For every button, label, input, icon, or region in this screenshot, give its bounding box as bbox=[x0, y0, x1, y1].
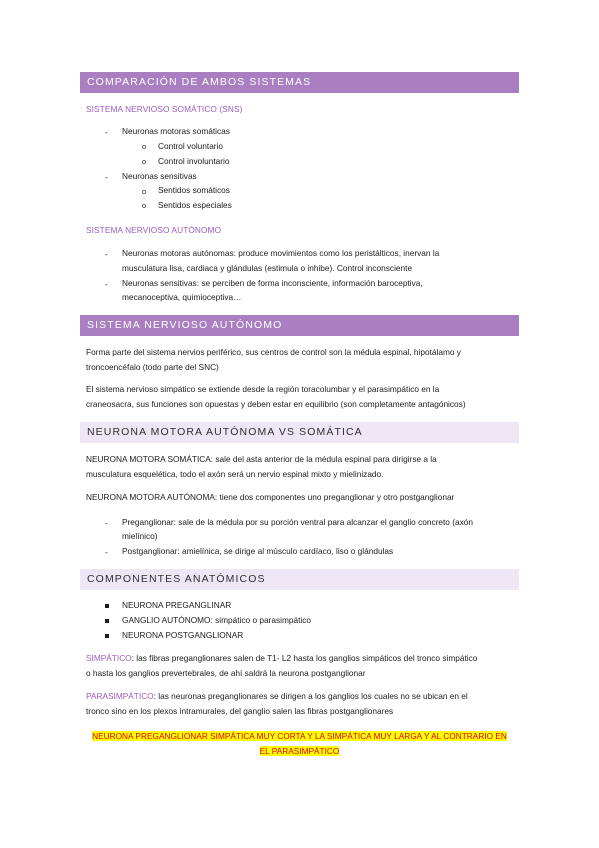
section-title-componentes: COMPONENTES ANATÓMICOS bbox=[80, 569, 519, 590]
dash-bullet: - bbox=[105, 249, 108, 259]
section-title-sna: SISTEMA NERVIOSO AUTÓNOMO bbox=[80, 315, 519, 336]
list-item: NEURONA PREGANGLINAR bbox=[122, 600, 232, 610]
list-item-line: Neuronas motoras autónomas: produce movimientos como los peristálticos, inervan la bbox=[122, 248, 440, 258]
list-item-line: Postganglionar: amielínica, se dirige al músculo cardíaco, liso o glándulas bbox=[122, 546, 394, 556]
paragraph-line: : las fibras preganglionares salen de T1- L2 hasta los ganglios simpáticos del tronco simpático bbox=[131, 653, 478, 663]
paragraph-line: troncoencéfalo (todo parte del SNC) bbox=[86, 362, 219, 372]
list-item: GANGLIO AUTÓNOMO: simpático o parasimpático bbox=[122, 615, 312, 625]
list-subitem: Sentidos especiales bbox=[158, 200, 232, 210]
dash-bullet: - bbox=[105, 172, 108, 182]
list-item-line: musculatura lisa, cardiaca y glándulas (estimula o inhibe). Control inconsciente bbox=[122, 263, 413, 273]
list-subitem: Control involuntario bbox=[158, 156, 230, 166]
parasimpatico-paragraph bbox=[86, 689, 468, 705]
paragraph-line: o hasta los ganglios prevertebrales, de ahí saldrá la neurona postganglionar bbox=[86, 668, 366, 678]
highlight-line: NEURONA PREGANGLIONAR SIMPÁTICA MUY CORTA Y LA SIMPÁTICA MUY LARGA Y AL CONTRARIO EN bbox=[92, 731, 507, 741]
dash-bullet: - bbox=[105, 279, 108, 289]
paragraph-line: El sistema nervioso simpático se extiende desde la región toracolumbar y el parasimpático en la bbox=[86, 384, 440, 394]
list-item: Neuronas motoras somáticas bbox=[122, 126, 230, 136]
dash-bullet: - bbox=[105, 518, 108, 528]
circle-bullet: o bbox=[142, 142, 147, 151]
paragraph-line: craneosacra, sus funciones son opuestas y deben estar en equilibrio (son completamente antagónicos) bbox=[86, 399, 466, 409]
dash-bullet: - bbox=[105, 127, 108, 137]
square-bullet bbox=[105, 619, 109, 623]
list-subitem: Control voluntario bbox=[158, 141, 224, 151]
circle-bullet: o bbox=[142, 187, 147, 196]
list-item-line: mecanoceptiva, quimioceptiva… bbox=[122, 292, 242, 302]
square-bullet bbox=[105, 634, 109, 638]
paragraph-line: Forma parte del sistema nervios periférico, sus centros de control son la médula espinal, hipotálamo y bbox=[86, 347, 461, 357]
list-item-line: Preganglionar: sale de la médula por su porción ventral para alcanzar el ganglio concreto (axón bbox=[122, 517, 473, 527]
section-title-comparacion: COMPARACIÓN DE AMBOS SISTEMAS bbox=[80, 72, 519, 93]
list-item: NEURONA POSTGANGLIONAR bbox=[122, 630, 244, 640]
circle-bullet: o bbox=[142, 157, 147, 166]
highlighted-note bbox=[80, 729, 519, 759]
autonomo-heading: SISTEMA NERVIOSO AUTÓNOMO bbox=[86, 225, 222, 235]
circle-bullet: o bbox=[142, 201, 147, 210]
sns-heading: SISTEMA NERVIOSO SOMÁTICO (SNS) bbox=[86, 104, 243, 114]
paragraph-line: NEURONA MOTORA SOMÁTICA: sale del asta anterior de la médula espinal para dirigirse a la bbox=[86, 454, 437, 464]
simpatico-paragraph bbox=[86, 651, 477, 667]
square-bullet bbox=[105, 604, 109, 608]
list-item-line: Neuronas sensitivas: se perciben de forma inconsciente, información baroceptiva, bbox=[122, 278, 423, 288]
paragraph-line: tronco sino en los plexos intramurales, del ganglio salen las fibras postganglionares bbox=[86, 706, 394, 716]
parasimpatico-label: PARASIMPÁTICO bbox=[86, 691, 154, 701]
simpatico-label: SIMPÁTICO bbox=[86, 653, 132, 663]
section-title-neurona-motora: NEURONA MOTORA AUTÓNOMA VS SOMÁTICA bbox=[80, 422, 519, 443]
paragraph-line: : las neuronas preganglionares se dirigen a los ganglios los cuales no se ubican en el bbox=[153, 691, 468, 701]
list-item-line: mielínico) bbox=[122, 531, 158, 541]
list-item: Neuronas sensitivas bbox=[122, 171, 197, 181]
paragraph-line: musculatura esquelética, todo el axón será un nervio espinal mixto y mielinizado. bbox=[86, 469, 384, 479]
paragraph-line: NEURONA MOTORA AUTÓNOMA: tiene dos componentes uno preganglionar y otro postganglionar bbox=[86, 492, 455, 502]
list-subitem: Sentidos somáticos bbox=[158, 185, 230, 195]
dash-bullet: - bbox=[105, 547, 108, 557]
highlight-line: EL PARASIMPÁTICO bbox=[259, 746, 340, 756]
